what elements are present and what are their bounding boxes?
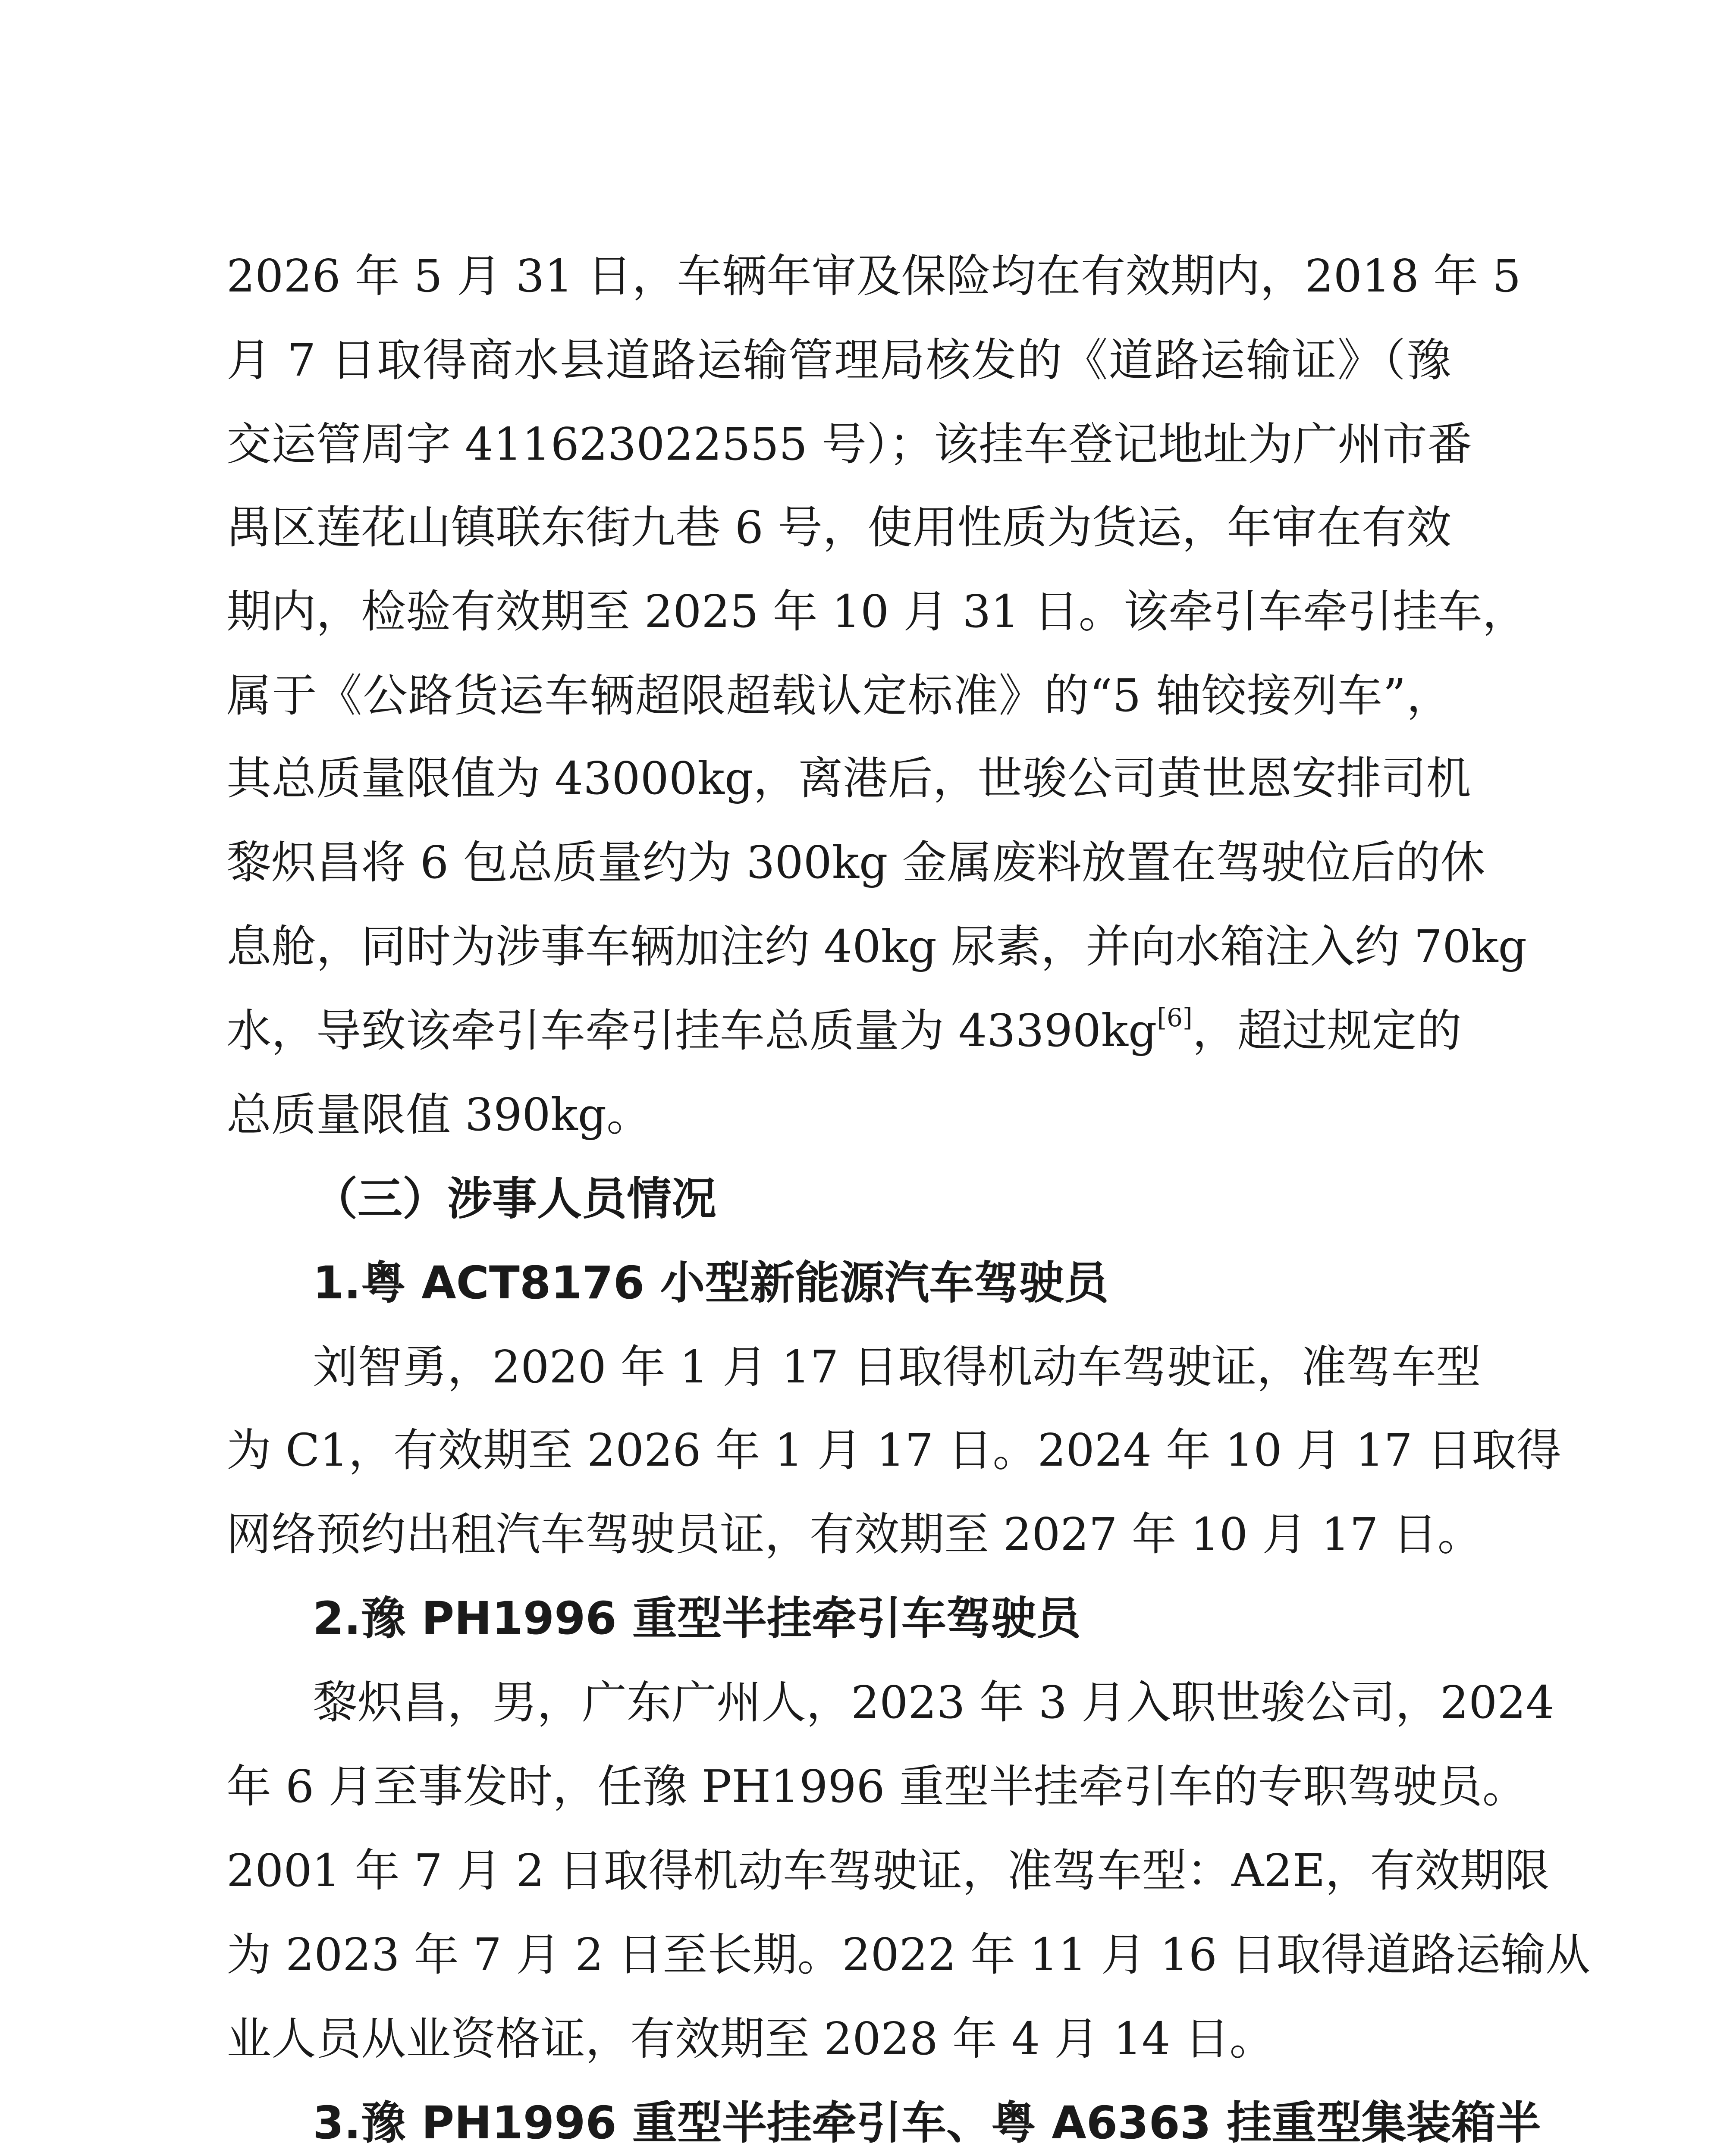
body-line-10-tail: ，超过规定的: [1192, 1004, 1462, 1057]
body-line-4: 禺区莲花山镇联东街九巷 6 号，使用性质为货运，年审在有效: [226, 501, 1451, 554]
body-line-10-head: 水，导致该牵引车牵引挂车总质量为 43390kg: [226, 1004, 1157, 1057]
body-line-1: 2026 年 5 月 31 日，车辆年审及保险均在有效期内，2018 年 5: [226, 250, 1521, 302]
sub1-line-2: 为 C1，有效期至 2026 年 1 月 17 日。2024 年 10 月 17 日取得: [226, 1424, 1561, 1476]
sub3-heading-line-1: 3.豫 PH1996 重型半挂牵引车、粤 A6363 挂重型集装箱半: [313, 2096, 1541, 2149]
body-line-6: 属于《公路货运车辆超限超载认定标准》的“5 轴铰接列车”，: [226, 669, 1451, 722]
sub1-line-3: 网络预约出租汽车驾驶员证，有效期至 2027 年 10 月 17 日。: [226, 1508, 1482, 1561]
body-line-7: 其总质量限值为 43000kg，离港后，世骏公司黄世恩安排司机: [226, 752, 1471, 805]
sub1-heading: 1.粤 ACT8176 小型新能源汽车驾驶员: [313, 1257, 1109, 1309]
sub2-heading: 2.豫 PH1996 重型半挂牵引车驾驶员: [313, 1592, 1081, 1645]
body-line-2: 月 7 日取得商水县道路运输管理局核发的《道路运输证》（豫: [226, 334, 1451, 386]
body-line-9: 息舱，同时为涉事车辆加注约 40kg 尿素，并向水箱注入约 70kg: [226, 920, 1527, 973]
sub2-line-2: 年 6 月至事发时，任豫 PH1996 重型半挂牵引车的专职驾驶员。: [226, 1760, 1527, 1813]
section-heading-3: （三）涉事人员情况: [313, 1172, 717, 1225]
body-line-11: 总质量限值 390kg。: [226, 1088, 652, 1141]
body-line-8: 黎炽昌将 6 包总质量约为 300kg 金属废料放置在驾驶位后的休: [226, 836, 1485, 889]
footnote-ref-6: [6]: [1157, 1003, 1193, 1032]
sub2-line-3: 2001 年 7 月 2 日取得机动车驾驶证，准驾车型：A2E，有效期限: [226, 1844, 1550, 1897]
sub2-line-4: 为 2023 年 7 月 2 日至长期。2022 年 11 月 16 日取得道路运输从: [226, 1928, 1590, 1981]
body-line-3: 交运管周字 411623022555 号）；该挂车登记地址为广州市番: [226, 418, 1472, 470]
sub2-line-5: 业人员从业资格证，有效期至 2028 年 4 月 14 日。: [226, 2012, 1275, 2065]
body-line-10: [226, 1003, 1462, 1059]
body-line-5: 期内，检验有效期至 2025 年 10 月 31 日。该牵引车牵引挂车，: [226, 585, 1527, 638]
sub1-line-1: 刘智勇，2020 年 1 月 17 日取得机动车驾驶证，准驾车型: [313, 1341, 1481, 1393]
sub2-line-1: 黎炽昌，男，广东广州人，2023 年 3 月入职世骏公司，2024: [313, 1676, 1554, 1729]
